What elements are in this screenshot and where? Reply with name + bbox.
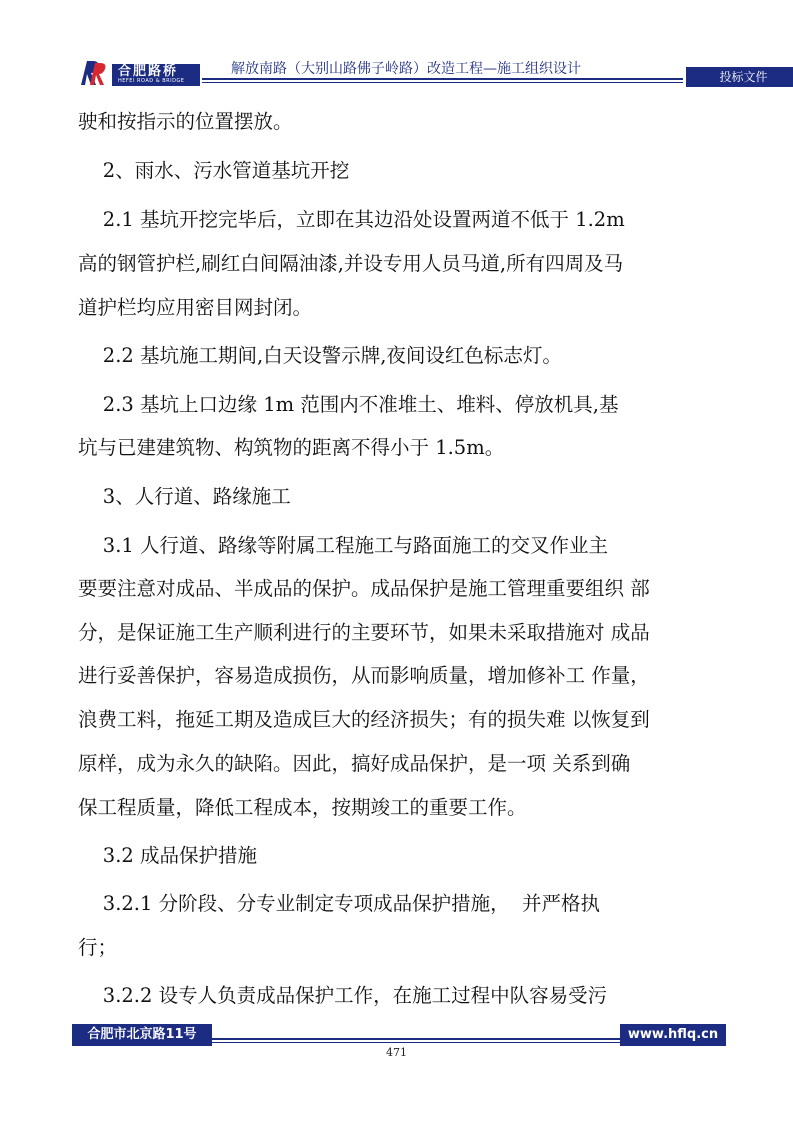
company-name-en: HEFEI ROAD & BRIDGE: [118, 78, 185, 84]
document-type-badge: 投标文件: [686, 67, 793, 87]
body-line: 原样，成为永久的缺陷。因此，搞好成品保护，是一项 关系到确: [78, 752, 631, 775]
footer-website: www.hflq.cn: [620, 1024, 726, 1046]
header-divider-thin: [202, 82, 683, 83]
body-line: 进行妥善保护，容易造成损伤，从而影响质量，增加修补工 作量，: [78, 664, 650, 687]
body-line: 要要注意对成品、半成品的保护。成品保护是施工管理重要组织 部: [78, 577, 650, 600]
body-line: 高的钢管护栏,刷红白间隔油漆,并设专用人员马道,所有四周及马: [78, 252, 624, 275]
body-line: 分，是保证施工生产顺利进行的主要环节，如果未采取措施对 成品: [78, 621, 650, 644]
section-heading-3: 3、人行道、路缘施工: [78, 485, 291, 508]
body-line: 道护栏均应用密目网封闭。: [78, 296, 313, 319]
document-title: 解放南路（大别山路佛子岭路）改造工程—施工组织设计: [231, 61, 581, 77]
body-line: 行；: [78, 936, 118, 959]
section-heading-2: 2、雨水、污水管道基坑开挖: [78, 159, 350, 182]
body-line: 保工程质量，降低工程成本，按期竣工的重要工作。: [78, 796, 527, 819]
company-name-cn: 合肥路桥: [118, 64, 179, 79]
header-divider: [202, 78, 683, 80]
body-line: 2.2 基坑施工期间,白天设警示牌,夜间设红色标志灯。: [78, 344, 562, 367]
footer-divider: [212, 1038, 620, 1040]
body-line: 2.1 基坑开挖完毕后，立即在其边沿处设置两道不低于 1.2m: [78, 208, 625, 231]
footer-divider-thin: [212, 1042, 620, 1043]
body-line: 驶和按指示的位置摆放。: [78, 110, 293, 133]
body-line: 3.2.1 分阶段、分专业制定专项成品保护措施， 并严格执: [78, 892, 601, 915]
page-header: [78, 58, 768, 86]
body-line: 3.2.2 设专人负责成品保护工作，在施工过程中队容易受污: [78, 984, 608, 1007]
page-number: 471: [386, 1046, 407, 1059]
body-line: 3.1 人行道、路缘等附属工程施工与路面施工的交叉作业主: [78, 534, 609, 557]
subsection-heading-3-2: 3.2 成品保护措施: [78, 844, 258, 867]
footer-address: 合肥市北京路11号: [72, 1024, 212, 1046]
body-line: 坑与已建建筑物、构筑物的距离不得小于 1.5m。: [78, 436, 505, 459]
company-logo-text: [112, 64, 200, 86]
body-line: 浪费工料，拖延工期及造成巨大的经济损失；有的损失难 以恢复到: [78, 708, 650, 731]
body-line: 2.3 基坑上口边缘 1m 范围内不准堆土、堆料、停放机具,基: [78, 393, 619, 416]
company-logo-icon: [78, 58, 108, 86]
